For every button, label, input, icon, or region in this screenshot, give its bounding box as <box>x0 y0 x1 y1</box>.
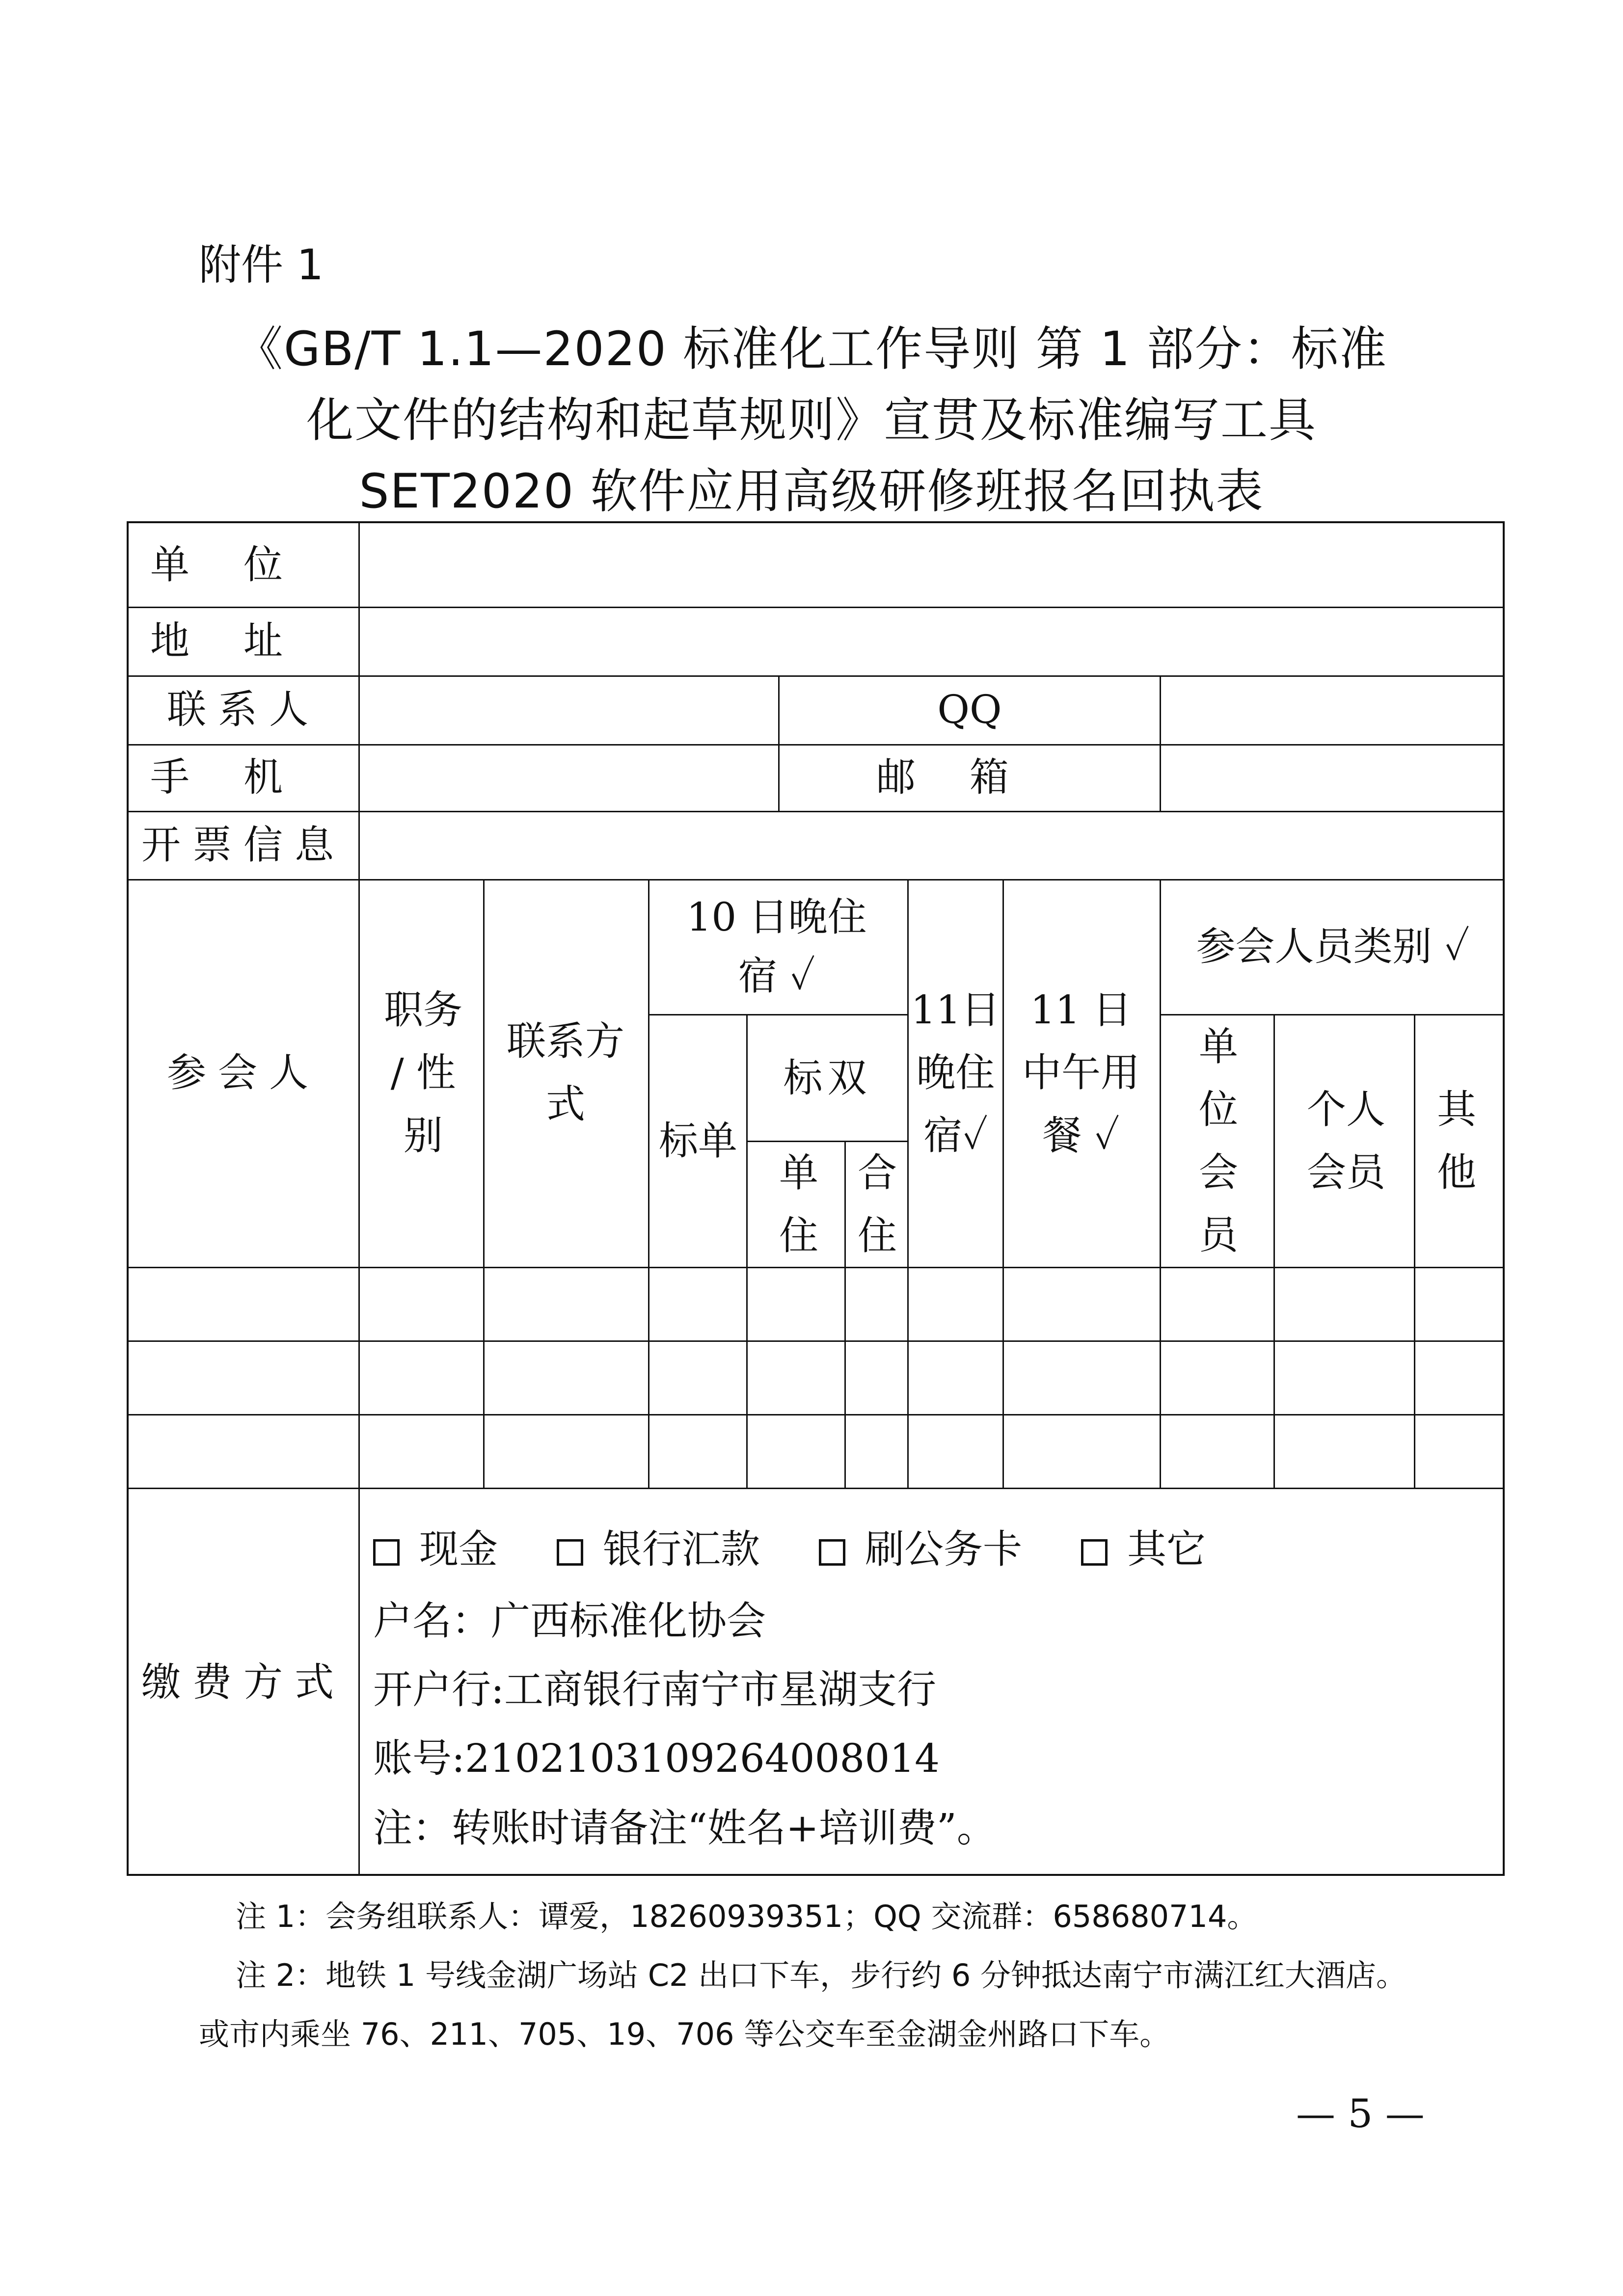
note-2: 注 2：地铁 1 号线金湖广场站 C2 出口下车，步行约 6 分钟抵达南宁市满江红大酒店。 <box>236 1957 1407 1993</box>
payment-label: 缴费方式 <box>141 1659 346 1705</box>
position-gender-header: 职务 / 性别 <box>384 987 462 1158</box>
single-occupancy-header: 单住 <box>779 1150 818 1258</box>
address-field[interactable] <box>360 607 1505 675</box>
stay-10th-header: 10 日晚住宿 ✓ <box>686 894 867 999</box>
title-line-1: 《GB/T 1.1—2020 标准化工作导则 第 1 部分：标准 <box>236 321 1387 376</box>
checkbox-icon[interactable] <box>819 1539 845 1566</box>
bank-name: 开户行:工商银行南宁市星湖支行 <box>373 1667 936 1712</box>
address-label: 地址 <box>150 618 337 664</box>
lunch-11th-header: 11 日中午用餐 ✓ <box>1022 987 1140 1158</box>
unit-label: 单位 <box>150 542 337 587</box>
note-3: 或市内乘坐 76、211、705、19、706 等公交车至金湖金州路口下车。 <box>199 2016 1170 2052</box>
email-field[interactable] <box>1161 744 1505 811</box>
invoice-label: 开票信息 <box>141 822 346 868</box>
account-name: 户名：广西标准化协会 <box>373 1598 766 1644</box>
payment-option-official-card[interactable]: 刷公务卡 <box>819 1518 1022 1574</box>
checkbox-icon[interactable] <box>1081 1539 1108 1566</box>
attendee-category-header: 参会人员类别 ✓ <box>1196 923 1470 969</box>
unit-member-header: 单位会员 <box>1199 1024 1238 1258</box>
contact-field[interactable] <box>360 675 778 744</box>
payment-option-bank-transfer[interactable]: 银行汇款 <box>557 1518 760 1574</box>
qq-field[interactable] <box>1161 675 1505 744</box>
shared-occupancy-header: 合住 <box>858 1150 897 1258</box>
phone-field[interactable] <box>360 744 778 811</box>
note-1: 注 1：会务组联系人：谭爱，18260939351；QQ 交流群：658680714。 <box>236 1898 1258 1934</box>
attendee-row[interactable] <box>129 1342 1505 1414</box>
attendee-row[interactable] <box>129 1268 1505 1340</box>
payment-options <box>373 1518 1265 1574</box>
other-header: 其他 <box>1437 1087 1476 1195</box>
email-label: 邮箱 <box>876 754 1063 800</box>
standard-double-header: 标双 <box>783 1055 872 1101</box>
payment-option-other[interactable]: 其它 <box>1081 1518 1206 1574</box>
attendee-header: 参会人 <box>167 1050 320 1095</box>
standard-single-header: 标单 <box>659 1118 737 1164</box>
qq-label: QQ <box>937 687 1002 732</box>
page-number: — 5 — <box>1296 2091 1425 2136</box>
checkbox-icon[interactable] <box>557 1539 583 1566</box>
individual-member-header: 个人会员 <box>1307 1087 1385 1195</box>
transfer-note: 注：转账时请备注“姓名+培训费”。 <box>373 1805 996 1851</box>
account-number: 账号:2102103109264008014 <box>373 1735 940 1781</box>
contact-method-header: 联系方式 <box>507 1018 624 1127</box>
checkbox-icon[interactable] <box>373 1539 400 1566</box>
invoice-field[interactable] <box>360 811 1505 879</box>
attachment-label: 附件 1 <box>199 240 324 290</box>
contact-label: 联系人 <box>167 687 320 732</box>
phone-label: 手机 <box>150 754 337 800</box>
title-line-3: SET2020 软件应用高级研修班报名回执表 <box>359 464 1264 519</box>
payment-option-cash[interactable]: 现金 <box>373 1518 498 1574</box>
stay-11th-header: 11日晚住宿✓ <box>911 987 1001 1158</box>
attendee-row[interactable] <box>129 1415 1505 1488</box>
title-line-2: 化文件的结构和起草规则》宣贯及标准编写工具 <box>306 393 1317 448</box>
unit-field[interactable] <box>360 523 1505 607</box>
